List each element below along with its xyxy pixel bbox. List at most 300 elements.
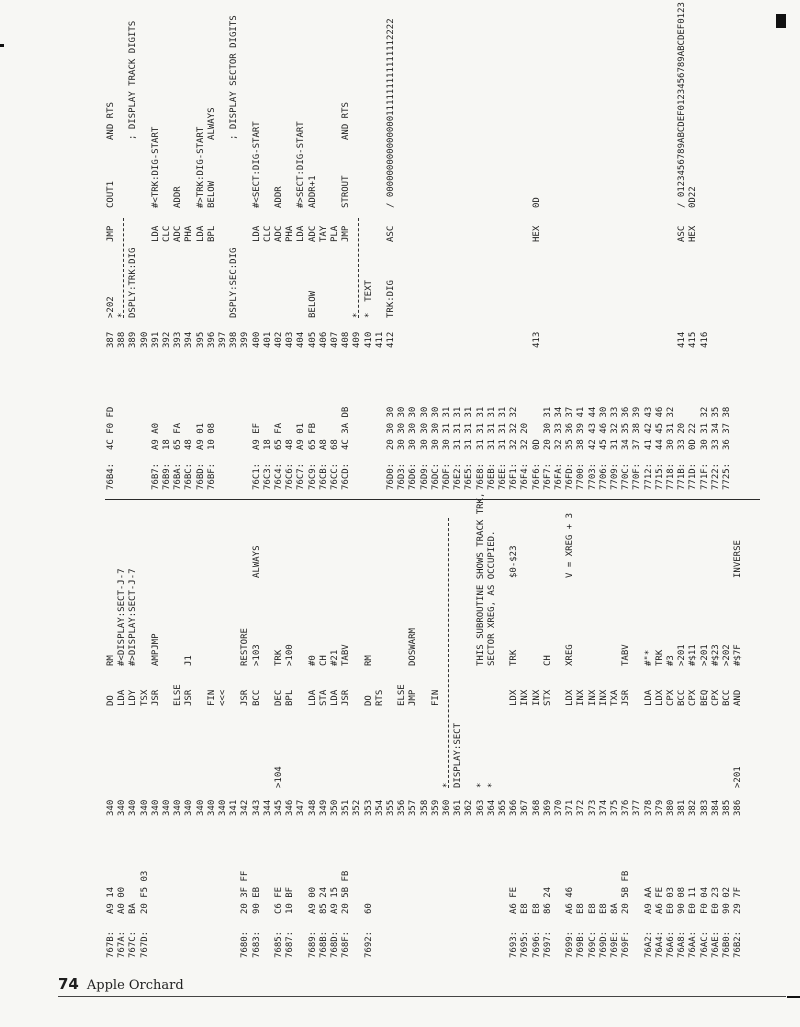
line-operand: #<DISPLAY:SECT-J-7 xyxy=(117,568,128,666)
line-opcode: LDY xyxy=(128,689,139,706)
line-bytes: 31 31 31 xyxy=(486,406,497,450)
line-opcode: RTS xyxy=(374,689,385,706)
line-address: 76D9: xyxy=(419,462,430,490)
line-address: 76BC: xyxy=(184,462,195,490)
line-address: 7695: xyxy=(520,930,531,958)
line-operand: / 0123456789ABCDEF0123456789ABCDEF0123 xyxy=(677,2,688,208)
line-bytes: 37 38 39 xyxy=(632,406,643,450)
line-comment: AND RTS xyxy=(106,102,116,140)
line-address: 7725: xyxy=(722,462,732,490)
line-number: 397 xyxy=(218,331,228,348)
line-bytes: 20 3F FF xyxy=(240,870,251,914)
line-number: 340 xyxy=(218,799,228,816)
line-bytes: 60 xyxy=(363,903,374,914)
line-opcode: CPX xyxy=(666,689,676,706)
line-opcode: PHA xyxy=(285,225,296,242)
edge-mark xyxy=(787,996,800,998)
line-number: 375 xyxy=(610,799,620,816)
line-opcode: ELSE xyxy=(173,684,184,706)
line-address: 76F7: xyxy=(542,462,553,490)
line-number: 356 xyxy=(397,799,408,816)
line-address: 76C3: xyxy=(262,462,273,490)
line-address: 7706: xyxy=(598,462,609,490)
line-opcode: LDA xyxy=(195,225,206,242)
line-number: 394 xyxy=(184,331,195,348)
line-number: 378 xyxy=(643,799,654,816)
line-address: 76D6: xyxy=(408,462,419,490)
line-label: * TEXT xyxy=(363,280,374,318)
line-address: 76C1: xyxy=(251,462,262,490)
line-number: 340 xyxy=(150,799,161,816)
line-number: 354 xyxy=(374,799,385,816)
line-address: 771F: xyxy=(699,462,710,490)
publication-name: Apple Orchard xyxy=(86,978,184,993)
line-number: 357 xyxy=(408,799,419,816)
line-bytes: A8 xyxy=(318,439,329,450)
line-number: 383 xyxy=(699,799,710,816)
line-bytes: 31 31 31 xyxy=(464,406,475,450)
line-opcode: ADC xyxy=(274,225,284,242)
line-bytes: 34 35 36 xyxy=(621,406,632,450)
line-address: 76AC: xyxy=(699,930,710,958)
line-number: 395 xyxy=(195,331,206,348)
line-address: 7718: xyxy=(666,462,676,490)
line-address: 7715: xyxy=(654,462,665,490)
line-operand: RM xyxy=(106,655,116,666)
line-bytes: 65 FA xyxy=(274,422,284,450)
line-label: * xyxy=(486,782,497,788)
line-address: 76B7: xyxy=(150,462,161,490)
rotated-listing xyxy=(105,2,760,958)
line-bytes: 38 39 41 xyxy=(576,406,587,450)
line-address: 76E8: xyxy=(475,462,486,490)
line-number: 392 xyxy=(162,331,172,348)
line-number: 410 xyxy=(363,331,374,348)
line-address: 767A: xyxy=(117,930,128,958)
line-opcode: JSR xyxy=(621,689,632,706)
line-opcode: FIN xyxy=(206,689,217,706)
line-number: 405 xyxy=(307,331,318,348)
line-opcode: LDX xyxy=(654,689,665,706)
line-address: 768D: xyxy=(330,930,340,958)
line-address: 771B: xyxy=(677,462,688,490)
line-address: 76A4: xyxy=(654,930,665,958)
line-address: 7699: xyxy=(565,930,576,958)
line-address: 76A8: xyxy=(677,930,688,958)
line-opcode: LDX xyxy=(565,689,576,706)
line-operand: TABV xyxy=(621,644,632,666)
line-bytes: A0 00 xyxy=(117,886,128,914)
line-bytes: 33 34 35 xyxy=(710,406,721,450)
line-number: 416 xyxy=(699,331,710,348)
line-bytes: E8 xyxy=(598,903,609,914)
line-address: 7703: xyxy=(587,462,598,490)
line-number: 381 xyxy=(677,799,688,816)
line-opcode: <<< xyxy=(218,689,228,706)
line-operand: XREG xyxy=(565,644,576,666)
line-bytes: E8 xyxy=(520,903,531,914)
line-operand: #21 xyxy=(330,649,340,666)
separator-line xyxy=(358,218,359,318)
line-label: BELOW xyxy=(307,290,318,318)
line-operand: >201 xyxy=(699,644,710,666)
line-number: 387 xyxy=(106,331,116,348)
line-operand: #"* xyxy=(643,649,654,666)
line-address: 76F6: xyxy=(531,462,542,490)
line-number: 388 xyxy=(117,331,128,348)
line-bytes: A9 01 xyxy=(296,422,307,450)
line-bytes: 90 EB xyxy=(251,886,262,914)
line-bytes: 68 xyxy=(330,439,340,450)
line-comment: ALWAYS xyxy=(206,107,217,140)
line-opcode: TXA xyxy=(610,689,620,706)
line-bytes: BA xyxy=(128,903,139,914)
line-bytes: E0 23 xyxy=(710,886,721,914)
line-bytes: A6 46 xyxy=(565,886,576,914)
line-bytes: 48 xyxy=(285,439,296,450)
line-number: 365 xyxy=(498,799,508,816)
line-operand: STROUT xyxy=(341,175,352,208)
page-footer xyxy=(58,975,184,993)
line-address: 76E5: xyxy=(464,462,475,490)
line-address: 76B2: xyxy=(733,930,744,958)
line-operand: TRK xyxy=(654,649,665,666)
line-opcode: BPL xyxy=(206,225,217,242)
line-label: >104 xyxy=(274,766,284,788)
line-address: 767B: xyxy=(106,930,116,958)
line-number: 398 xyxy=(229,331,240,348)
line-address: 769C: xyxy=(587,930,598,958)
line-bytes: 31 32 33 xyxy=(610,406,620,450)
line-number: 400 xyxy=(251,331,262,348)
line-bytes: 30 31 32 xyxy=(666,406,676,450)
line-bytes: A9 EF xyxy=(251,422,262,450)
line-operand: #$23 xyxy=(710,644,721,666)
line-bytes: 42 43 44 xyxy=(587,406,598,450)
line-address: 76C9: xyxy=(307,462,318,490)
line-address: 7680: xyxy=(240,930,251,958)
line-opcode: BCC xyxy=(677,689,688,706)
line-operand: >103 xyxy=(251,644,262,666)
line-bytes: 0D xyxy=(531,439,542,450)
line-opcode: LDA xyxy=(150,225,161,242)
line-opcode: LDA xyxy=(251,225,262,242)
line-opcode: LDA xyxy=(296,225,307,242)
line-bytes: 4C 3A DB xyxy=(341,406,352,450)
line-opcode: LDA xyxy=(643,689,654,706)
line-number: 376 xyxy=(621,799,632,816)
line-opcode: STX xyxy=(542,689,553,706)
line-number: 409 xyxy=(352,331,363,348)
line-address: 7700: xyxy=(576,462,587,490)
line-number: 401 xyxy=(262,331,273,348)
line-bytes: 32 33 34 xyxy=(554,406,564,450)
line-bytes: 0D 22 xyxy=(688,422,699,450)
line-bytes: A9 A0 xyxy=(150,422,161,450)
line-bytes: E8 xyxy=(587,903,598,914)
line-address: 7722: xyxy=(710,462,721,490)
line-opcode: DO xyxy=(363,695,374,706)
line-bytes: 4C F0 FD xyxy=(106,406,116,450)
line-bytes: 31 31 31 xyxy=(475,406,486,450)
line-number: 390 xyxy=(139,331,150,348)
line-operand: #<TRK:DIG-START xyxy=(150,126,161,208)
line-bytes: A6 FE xyxy=(509,886,520,914)
line-number: 386 xyxy=(733,799,744,816)
line-operand: ADDR+1 xyxy=(307,175,318,208)
line-opcode: STA xyxy=(318,689,329,706)
line-number: 407 xyxy=(330,331,340,348)
line-number: 364 xyxy=(486,799,497,816)
line-label: >201 xyxy=(733,766,744,788)
line-opcode: BPL xyxy=(285,689,296,706)
line-number: 361 xyxy=(453,799,464,816)
line-operand: J1 xyxy=(184,655,195,666)
line-operand: >100 xyxy=(285,644,296,666)
line-label: >202 xyxy=(106,296,116,318)
line-address: 7685: xyxy=(274,930,284,958)
line-bytes: 36 37 38 xyxy=(722,406,732,450)
line-number: 412 xyxy=(386,331,396,348)
line-address: 7689: xyxy=(307,930,318,958)
line-address: 76B4: xyxy=(106,462,116,490)
line-number: 399 xyxy=(240,331,251,348)
line-number: 340 xyxy=(139,799,150,816)
line-opcode: INX xyxy=(587,689,598,706)
line-operand: COUT1 xyxy=(106,180,116,208)
line-bytes: 8A xyxy=(610,903,620,914)
page-number: 74 xyxy=(58,975,79,993)
line-address: 769B: xyxy=(576,930,587,958)
line-number: 351 xyxy=(341,799,352,816)
line-bytes: 31 31 31 xyxy=(453,406,464,450)
line-number: 340 xyxy=(184,799,195,816)
line-bytes: 20 5B FB xyxy=(341,870,352,914)
line-bytes: 20 30 31 xyxy=(542,406,553,450)
listing-column-right xyxy=(105,2,760,490)
line-opcode: LDX xyxy=(509,689,520,706)
line-opcode: FIN xyxy=(430,689,441,706)
line-number: 355 xyxy=(386,799,396,816)
line-address: 76BD: xyxy=(195,462,206,490)
line-number: 349 xyxy=(318,799,329,816)
line-label: DISPLAY:SECT xyxy=(453,722,464,788)
line-operand: #3 xyxy=(666,655,676,666)
line-address: 76F1: xyxy=(509,462,520,490)
line-number: 367 xyxy=(520,799,531,816)
line-opcode: BEQ xyxy=(699,689,710,706)
line-operand: RM xyxy=(363,655,374,666)
line-bytes: 45 46 30 xyxy=(598,406,609,450)
line-opcode: INX xyxy=(520,689,531,706)
line-operand: >202 xyxy=(722,644,732,666)
line-operand: #$11 xyxy=(688,644,699,666)
line-bytes: A9 01 xyxy=(195,422,206,450)
line-opcode: BCC xyxy=(722,689,732,706)
line-number: 340 xyxy=(117,799,128,816)
footer-rule xyxy=(58,996,786,997)
line-number: 358 xyxy=(419,799,430,816)
line-comment: ALWAYS xyxy=(251,545,262,578)
line-address: 7709: xyxy=(610,462,620,490)
line-number: 345 xyxy=(274,799,284,816)
line-address: 768F: xyxy=(341,930,352,958)
line-operand: #>DISPLAY:SECT-J-7 xyxy=(128,568,139,666)
line-number: 385 xyxy=(722,799,732,816)
line-bytes: 30 31 32 xyxy=(699,406,710,450)
line-comment: V = XREG + 3 xyxy=(565,512,576,578)
line-opcode: CLC xyxy=(262,225,273,242)
line-address: 76C6: xyxy=(285,462,296,490)
column-divider xyxy=(105,499,760,500)
line-number: 373 xyxy=(587,799,598,816)
line-number: 340 xyxy=(195,799,206,816)
line-number: 342 xyxy=(240,799,251,816)
line-bytes: A9 14 xyxy=(106,886,116,914)
line-number: 348 xyxy=(307,799,318,816)
line-address: 76F4: xyxy=(520,462,531,490)
line-opcode: INX xyxy=(576,689,587,706)
line-bytes: 32 32 32 xyxy=(509,406,520,450)
line-number: 384 xyxy=(710,799,721,816)
line-number: 340 xyxy=(162,799,172,816)
line-operand: 0D22 xyxy=(688,186,699,208)
line-number: 340 xyxy=(106,799,116,816)
line-operand: BELOW xyxy=(206,180,217,208)
line-opcode: CPX xyxy=(688,689,699,706)
line-number: 379 xyxy=(654,799,665,816)
line-bytes: 30 30 30 xyxy=(408,406,419,450)
line-address: 7683: xyxy=(251,930,262,958)
line-address: 76D0: xyxy=(386,462,396,490)
line-comment: THIS SUBROUTINE SHOWS TRACK TRK, xyxy=(475,492,486,666)
line-number: 362 xyxy=(464,799,475,816)
line-number: 347 xyxy=(296,799,307,816)
line-number: 360 xyxy=(442,799,452,816)
line-opcode: CLC xyxy=(162,225,172,242)
line-bytes: 35 36 37 xyxy=(565,406,576,450)
line-number: 396 xyxy=(206,331,217,348)
line-operand: >201 xyxy=(677,644,688,666)
line-operand: #>SECT:DIG-START xyxy=(296,121,307,208)
line-operand: 0D xyxy=(531,197,542,208)
line-address: 76CB: xyxy=(318,462,329,490)
line-number: 414 xyxy=(677,331,688,348)
line-number: 346 xyxy=(285,799,296,816)
line-bytes: A9 15 xyxy=(330,886,340,914)
line-number: 369 xyxy=(542,799,553,816)
line-opcode: AND xyxy=(733,689,744,706)
line-opcode: TAY xyxy=(318,225,329,242)
line-bytes: 18 xyxy=(162,439,172,450)
line-comment: AND RTS xyxy=(341,102,352,140)
line-address: 76D3: xyxy=(397,462,408,490)
line-operand: TABV xyxy=(341,644,352,666)
line-address: 76A2: xyxy=(643,930,654,958)
line-opcode: JSR xyxy=(150,689,161,706)
line-opcode: CPX xyxy=(710,689,721,706)
line-address: 76FD: xyxy=(565,462,576,490)
line-number: 402 xyxy=(274,331,284,348)
line-bytes: E8 xyxy=(576,903,587,914)
line-address: 76BF: xyxy=(206,462,217,490)
line-number: 352 xyxy=(352,799,363,816)
line-number: 377 xyxy=(632,799,643,816)
line-number: 341 xyxy=(229,799,240,816)
line-number: 359 xyxy=(430,799,441,816)
line-number: 371 xyxy=(565,799,576,816)
line-address: 769D: xyxy=(598,930,609,958)
line-address: 767C: xyxy=(128,930,139,958)
line-bytes: 44 45 46 xyxy=(654,406,665,450)
line-opcode: TSX xyxy=(139,689,150,706)
line-operand: TRK xyxy=(274,649,284,666)
line-operand: CH xyxy=(542,655,553,666)
line-bytes: 86 24 xyxy=(542,886,553,914)
line-address: 76EE: xyxy=(498,462,508,490)
line-operand: #$7F xyxy=(733,644,744,666)
line-operand: CH xyxy=(318,655,329,666)
line-operand: #0 xyxy=(307,655,318,666)
line-bytes: 29 7F xyxy=(733,886,744,914)
line-address: 76E2: xyxy=(453,462,464,490)
line-opcode: PHA xyxy=(184,225,195,242)
line-label: DSPLY:SEC:DIG xyxy=(229,247,240,318)
line-comment: INVERSE xyxy=(733,540,744,578)
line-opcode: JSR xyxy=(341,689,352,706)
line-bytes: A6 FE xyxy=(654,886,665,914)
line-bytes: 20 5B FB xyxy=(621,870,632,914)
line-address: 76C4: xyxy=(274,462,284,490)
line-address: 76EB: xyxy=(486,462,497,490)
line-number: 391 xyxy=(150,331,161,348)
line-bytes: 30 31 31 xyxy=(442,406,452,450)
line-address: 7693: xyxy=(509,930,520,958)
line-bytes: E0 11 xyxy=(688,886,699,914)
line-bytes: 18 xyxy=(262,439,273,450)
line-address: 770F: xyxy=(632,462,643,490)
line-opcode: DO xyxy=(106,695,116,706)
line-address: 76DF: xyxy=(442,462,452,490)
line-number: 353 xyxy=(363,799,374,816)
listing-line xyxy=(721,40,734,490)
line-operand: RESTORE xyxy=(240,628,251,666)
line-opcode: JSR xyxy=(184,689,195,706)
listing-line xyxy=(732,508,745,958)
line-address: 76B9: xyxy=(162,462,172,490)
line-bytes: F0 04 xyxy=(699,886,710,914)
line-opcode: ADC xyxy=(173,225,184,242)
line-operand: #>TRK:DIG-START xyxy=(195,126,206,208)
line-bytes: C6 FE xyxy=(274,886,284,914)
line-number: 393 xyxy=(173,331,184,348)
line-address: 76B0: xyxy=(722,930,732,958)
line-number: 411 xyxy=(374,331,385,348)
line-number: 366 xyxy=(509,799,520,816)
line-bytes: 85 24 xyxy=(318,886,329,914)
line-address: 76DC: xyxy=(430,462,441,490)
line-number: 382 xyxy=(688,799,699,816)
line-bytes: 48 xyxy=(184,439,195,450)
separator-line xyxy=(123,218,124,318)
line-bytes: 65 FA xyxy=(173,422,184,450)
line-opcode: PLA xyxy=(330,225,340,242)
line-opcode: ADC xyxy=(307,225,318,242)
line-bytes: 30 30 30 xyxy=(397,406,408,450)
line-bytes: 90 02 xyxy=(722,886,732,914)
line-comment: $0-$23 xyxy=(509,545,520,578)
line-address: 76BA: xyxy=(173,462,184,490)
